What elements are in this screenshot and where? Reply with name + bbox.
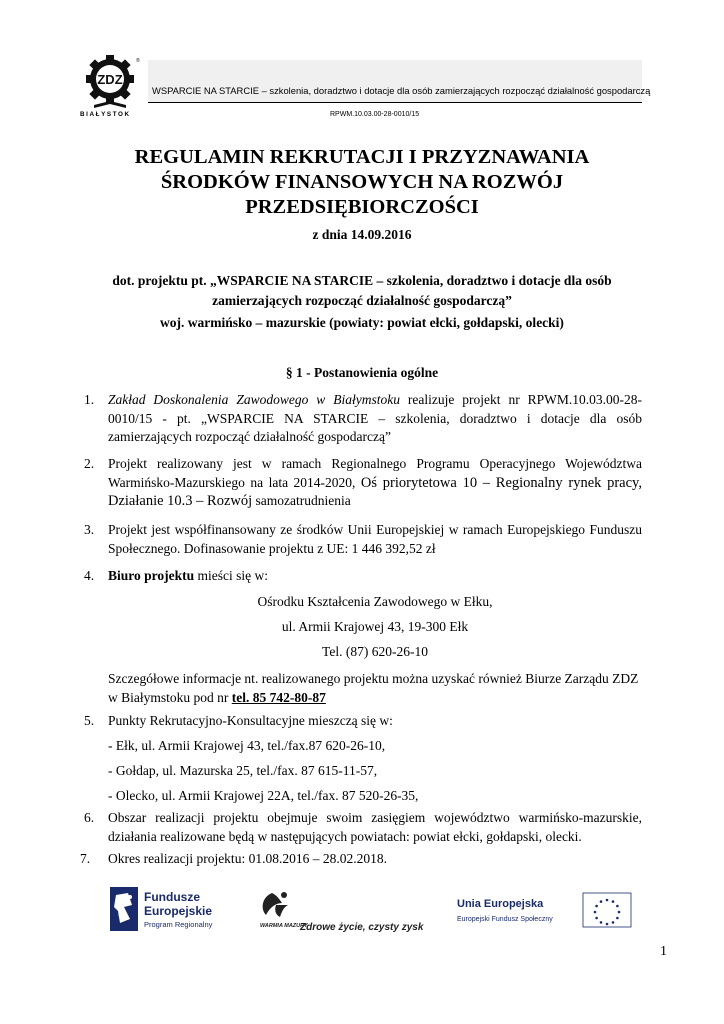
consultation-point: - Olecko, ul. Armii Krajowej 22A, tel./fax. 87 520-26-35,: [108, 788, 419, 803]
page-number: 1: [660, 944, 667, 959]
project-region: woj. warmińsko – mazurskie (powiaty: powiat ełcki, gołdapski, olecki): [160, 315, 564, 330]
office-info: [108, 670, 642, 707]
office-label: Biuro projektu: [108, 568, 195, 583]
office-address-line-1: Ośrodku Kształcenia Zawodowego w Ełku,: [257, 594, 493, 609]
unia-europejska-logo: [455, 893, 633, 933]
list-number: 5.: [84, 713, 95, 728]
phone-link[interactable]: tel. 85 742-80-87: [231, 689, 326, 705]
svg-text:WARMIA MAZURY: WARMIA MAZURY: [260, 923, 308, 929]
list-number: 3.: [84, 522, 95, 537]
project-name: [60, 271, 664, 311]
list-number: 7.: [80, 851, 91, 866]
section-heading: § 1 - Postanowienia ogólne: [285, 365, 439, 380]
svg-text:Zdrowe życie, czysty zysk: Zdrowe życie, czysty zysk: [300, 922, 424, 933]
list-item-6: Obszar realizacji projektu obejmuje swoim zasięgiem województwo warmińsko-mazurskie, działania realizowane będą w następujących powiatach: powiat ełcki, gołdapski, olecki.: [108, 810, 642, 844]
office-address-line-2: ul. Armii Krajowej 43, 19-300 Ełk: [281, 619, 469, 634]
document-title: [60, 145, 664, 220]
title-line-2: ŚRODKÓW FINANSOWYCH NA ROZWÓJ: [160, 171, 564, 193]
consultation-point: - Ełk, ul. Armii Krajowej 43, tel./fax.87 620-26-10,: [108, 738, 386, 753]
list-item-4: [108, 567, 642, 586]
project-line-2: zamierzających rozpocząć działalność gospodarczą”: [212, 293, 512, 308]
title-line-3: PRZEDSIĘBIORCZOŚCI: [245, 196, 479, 218]
list-item-5: Punkty Rekrutacyjno-Konsultacyjne mieszczą się w:: [108, 713, 393, 728]
list-number: 4.: [84, 568, 95, 583]
list-number: 2.: [84, 456, 95, 471]
svg-text:Unia Europejska: Unia Europejska: [457, 898, 544, 910]
header-rule: [148, 102, 642, 103]
office-info-text: Szczegółowe informacje nt. realizowanego projektu można uzyskać również Biurze Zarządu ZDZ w Białymstoku pod nr: [108, 671, 639, 705]
title-line-1: REGULAMIN REKRUTACJI I PRZYZNAWANIA: [134, 146, 590, 168]
organization-name: Zakład Doskonalenia Zawodowego w Białymstoku: [108, 392, 400, 407]
svg-text:ZDZ: ZDZ: [97, 72, 123, 87]
list-item-text: Projekt realizowany jest w ramach Regionalnego Programu Operacyjnego Województwa Warmińsko-Mazurskiego na lata 2014-2020,: [108, 456, 642, 490]
list-item-3: Projekt jest współfinansowany ze środków Unii Europejskiej w ramach Europejskiego Funduszu Społecznego. Dofinasowanie projektu z UE: 1 446 392,52 zł: [108, 522, 642, 556]
list-item-1: [108, 391, 642, 447]
svg-text:®: ®: [136, 58, 140, 64]
header-project-code: RPWM.10.03.00-28-0010/15: [330, 111, 420, 118]
list-number: 1.: [84, 392, 95, 407]
header-band: [148, 60, 642, 103]
list-item-text: realizuje projekt nr RPWM.10.03.00-28-0010/15 - pt. „WSPARCIE NA STARCIE – szkolenia, doradztwo i dotacje dla osób zamierzających rozpocząć działalność gospodarczą”: [108, 392, 642, 444]
consultation-point: - Gołdap, ul. Mazurska 25, tel./fax. 87 615-11-57,: [108, 763, 378, 778]
document-date: z dnia 14.09.2016: [312, 227, 412, 242]
project-line-1: dot. projektu pt. „WSPARCIE NA STARCIE – szkolenia, doradztwo i dotacje dla osób: [112, 273, 612, 288]
header-title: WSPARCIE NA STARCIE – szkolenia, doradztwo i dotacje dla osób zamierzających rozpocząć działalność gospodarczą: [152, 85, 651, 96]
list-item-7: Okres realizacji projektu: 01.08.2016 – 28.02.2018.: [108, 851, 387, 866]
svg-text:Program Regionalny: Program Regionalny: [144, 920, 213, 929]
list-number: 6.: [84, 810, 95, 825]
office-phone: Tel. (87) 620-26-10: [322, 644, 428, 659]
svg-text:Europejskie: Europejskie: [144, 904, 213, 918]
svg-text:Europejski Fundusz Społeczny: Europejski Fundusz Społeczny: [457, 916, 553, 923]
list-item-2: [108, 455, 642, 511]
list-item-text: samozatrudnienia: [252, 493, 351, 508]
warmia-mazury-logo: [254, 887, 424, 937]
logo-city-label: BIAŁYSTOK: [80, 111, 131, 118]
priority-axis-text: Oś priorytetowa 10 – Regionalny rynek pracy, Działanie 10.3 – Rozwój: [108, 474, 642, 509]
list-item-text: mieści się w:: [194, 568, 269, 583]
svg-text:Fundusze: Fundusze: [144, 890, 200, 904]
fundusze-europejskie-logo: [110, 885, 235, 935]
